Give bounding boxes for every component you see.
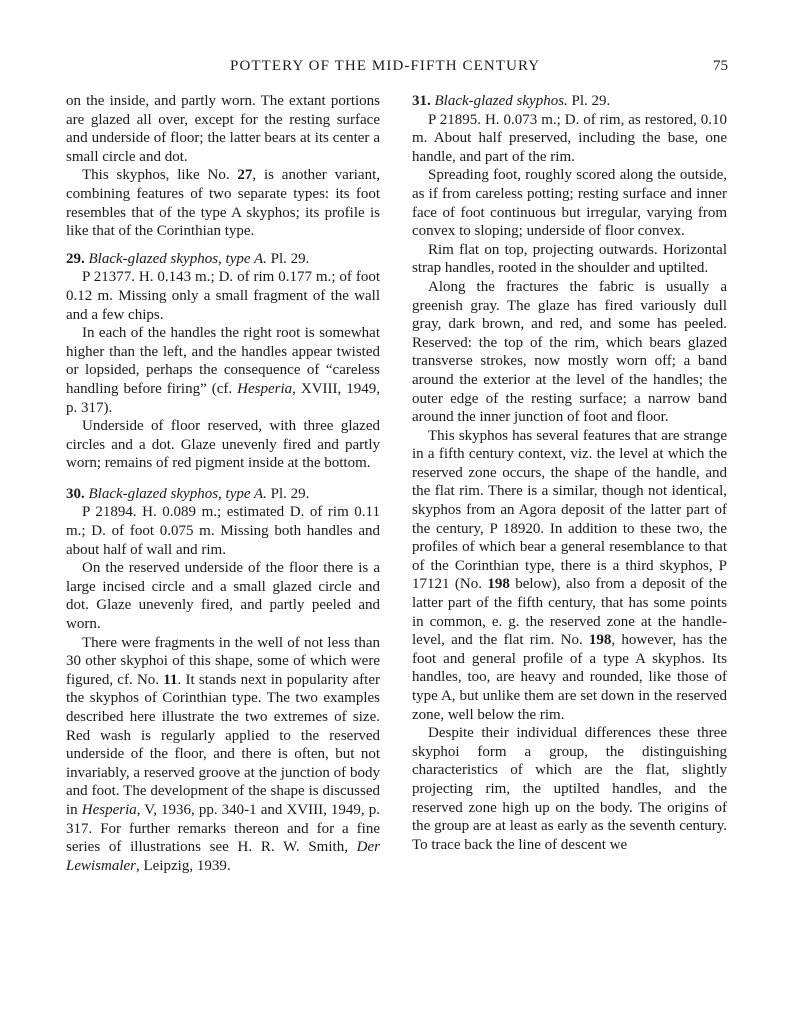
entry-29-heading bbox=[66, 250, 380, 269]
page-header bbox=[0, 58, 792, 82]
running-title: POTTERY OF THE MID-FIFTH CENTURY bbox=[230, 58, 541, 74]
entry-title: Black-glazed skyphos, type A. bbox=[88, 485, 267, 502]
plate-ref: Pl. 29. bbox=[270, 250, 310, 267]
paragraph: In each of the handles the right root is somewhat higher than the left, and the handles appear twisted or lopsided, perhaps the consequence of “careless handling before firing” (cf. Hesperia, XVIII, 1949, p. 317). bbox=[66, 325, 380, 416]
entry-31-heading bbox=[412, 92, 727, 111]
page-number: 75 bbox=[713, 58, 728, 74]
paragraph: Spreading foot, roughly scored along the outside, as if from careless potting; resting surface and inner face of foot continuous but irregular, varying from convex to sloping; underside of floor convex. bbox=[412, 167, 727, 240]
left-column bbox=[66, 92, 380, 875]
paragraph: Rim flat on top, projecting outwards. Horizontal strap handles, rooted in the shoulder and uptilted. bbox=[412, 241, 727, 277]
paragraph: P 21895. H. 0.073 m.; D. of rim, as restored, 0.10 m. About half preserved, including the base, one handle, and part of the rim. bbox=[412, 111, 727, 165]
entry-30-heading bbox=[66, 485, 380, 504]
paragraph: This skyphos has several features that are strange in a fifth century context, viz. the level at which the reserved zone occurs, the shape of the handle, and the flat rim. There is a similar, though not identical, skyphos from an Agora deposit of the latter part of the century, P 18920. In addition to these two, the profiles of which bear a general resemblance to that of the Corinthian type, there is a third skyphos, P 17121 (No. 198 below), also from a deposit of the latter part of the fifth century, that has some points in common, e. g. the reserved zone at the handle-level, and the flat rim. No. 198, however, has the foot and general profile of a type A skyphos. Its handles, too, are heavy and rounded, like those of type A, but unlike them are set down in the reserved zone, well below the rim. bbox=[412, 427, 728, 723]
entry-number: 31. bbox=[412, 93, 431, 109]
paragraph: Along the fractures the fabric is usually a greenish gray. The glaze has fired variously dull gray, dark brown, and red, and some has peeled. Reserved: the top of the rim, which bears glazed transverse strokes, now mostly worn off; a band around the exterior at the level of the handles; the outer edge of the resting surface; a narrow band around the inner junction of foot and floor. bbox=[412, 278, 727, 426]
paragraph: This skyphos, like No. 27, is another variant, combining features of two separate types: its foot resembles that of the type A skyphos; its profile is like that of the Corinthian type. bbox=[66, 167, 380, 240]
paragraph: On the reserved underside of the floor there is a large incised circle and a small glazed circle and dot. Glaze unevenly fired, and partly peeled and worn. bbox=[66, 560, 380, 633]
plate-ref: Pl. 29. bbox=[270, 485, 310, 502]
paragraph: P 21377. H. 0.143 m.; D. of rim 0.177 m.; of foot 0.12 m. Missing only a small fragment of the wall and a few chips. bbox=[66, 269, 380, 323]
catalogue-ref: 11 bbox=[163, 671, 178, 688]
paragraph: There were fragments in the well of not less than 30 other skyphoi of this shape, some of which were figured, cf. No. 11. It stands next in popularity after the skyphos of Corinthian type. The two examples described here illustrate the two extremes of size. Red wash is regularly applied to the reserved underside of the floor, and there is often, but not invariably, a reserved groove at the junction of body and foot. The development of the shape is discussed in Hesperia, V, 1936, pp. 340-1 and XVIII, 1949, p. 317. For further remarks thereon and for a fine series of illustrations see H. R. W. Smith, Der Lewismaler, Leipzig, 1939. bbox=[66, 634, 381, 874]
paragraph: on the inside, and partly worn. The extant portions are glazed all over, except for the resting surface and underside of floor; the latter bears at its center a small circle and dot. bbox=[66, 93, 380, 165]
catalogue-ref: 27 bbox=[237, 167, 253, 184]
catalogue-ref: 198 bbox=[487, 576, 510, 593]
catalogue-ref: 198 bbox=[588, 632, 612, 649]
entry-title: Black-glazed skyphos. bbox=[434, 93, 568, 109]
paragraph: P 21894. H. 0.089 m.; estimated D. of rim 0.11 m.; D. of foot 0.075 m. Missing both handles and about half of wall and rim. bbox=[66, 504, 380, 558]
entry-number: 30. bbox=[66, 485, 85, 502]
plate-ref: Pl. 29. bbox=[571, 93, 611, 109]
entry-number: 29. bbox=[66, 250, 85, 267]
paragraph: Underside of floor reserved, with three glazed circles and a dot. Glaze unevenly fired and partly worn; remains of red pigment inside at the bottom. bbox=[66, 418, 380, 472]
right-column bbox=[412, 92, 727, 854]
entry-title: Black-glazed skyphos, type A. bbox=[88, 250, 267, 267]
paragraph: Despite their individual differences these three skyphoi form a group, the distinguishing characteristics of which are the flat, slightly projecting rim, the uptilted handles, and the reserved zone high up on the body. The origins of the group are at least as early as the seventh century. To trace back the line of descent we bbox=[412, 725, 727, 853]
